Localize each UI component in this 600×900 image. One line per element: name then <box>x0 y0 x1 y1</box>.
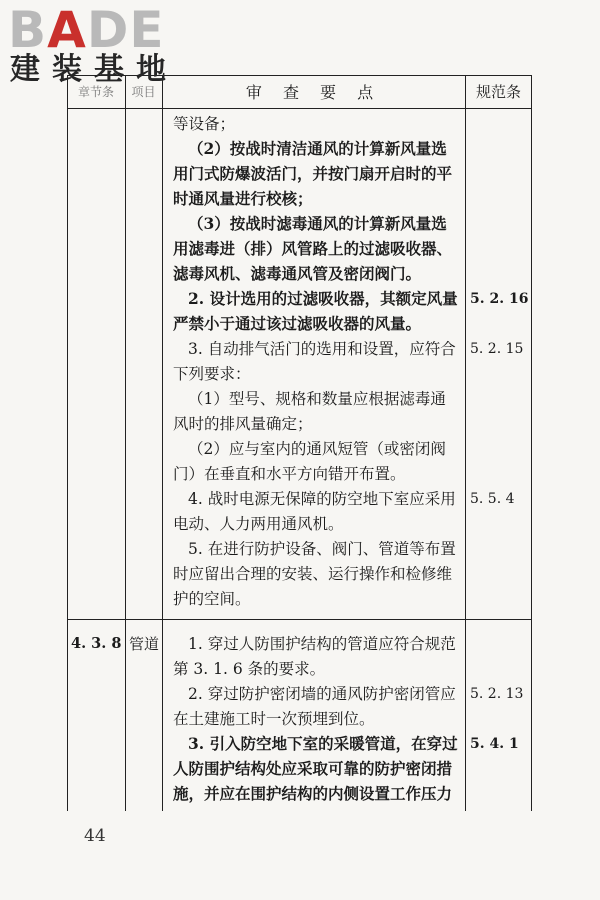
text-line: 第 3. 1. 6 条的要求。 <box>173 660 326 678</box>
bade-logo <box>8 1 178 87</box>
text-line: 等设备； <box>173 115 236 133</box>
section-number: 4. 3. 8 <box>71 635 122 652</box>
text-line: 人防围护结构处应采取可靠的防护密闭措 <box>173 759 453 778</box>
text-line: 严禁小于通过该过滤吸收器的风量。 <box>173 314 422 333</box>
text-line: （3）按战时滤毒通风的计算新风量选 <box>188 214 447 233</box>
page-number: 44 <box>84 826 106 846</box>
spec-ref: 5. 2. 15 <box>470 341 524 357</box>
text-line: 电动、人力两用通风机。 <box>173 515 344 533</box>
logo-wordmark: BADE <box>8 1 165 59</box>
column-divider <box>162 75 163 811</box>
text-line: 时应留出合理的安装、运行操作和检修维 <box>173 565 453 583</box>
text-line: 3. 引入防空地下室的采暖管道，在穿过 <box>188 734 458 753</box>
text-line: 风时的排风量确定； <box>173 415 313 433</box>
text-line: 2. 设计选用的过滤吸收器，其额定风量 <box>188 289 458 308</box>
text-line: （1）型号、规格和数量应根据滤毒通 <box>188 390 446 408</box>
spec-ref: 5. 5. 4 <box>470 491 515 507</box>
column-divider <box>125 75 126 811</box>
header-review-points: 审 查 要 点 <box>245 83 382 102</box>
spec-ref: 5. 2. 13 <box>470 686 524 702</box>
text-line: 在土建施工时一次预埋到位。 <box>173 710 375 728</box>
text-line: 1. 穿过人防围护结构的管道应符合规范 <box>188 635 456 653</box>
text-line: 2. 穿过防护密闭墙的通风防护密闭管应 <box>188 685 456 703</box>
header-spec-clause: 规范条 <box>475 83 521 101</box>
spec-ref: 5. 2. 16 <box>470 291 529 307</box>
spec-ref: 5. 4. 1 <box>470 736 519 752</box>
header-item: 项目 <box>131 85 156 99</box>
logo-chinese-text: 建装基地 <box>10 52 178 87</box>
text-line: 下列要求： <box>173 365 251 383</box>
item-label: 管道 <box>129 635 160 653</box>
text-line: 门）在垂直和水平方向错开布置。 <box>173 465 406 483</box>
text-line: （2）应与室内的通风短管（或密闭阀 <box>188 440 446 458</box>
text-line: 用滤毒进（排）风管路上的过滤吸收器、 <box>173 239 453 258</box>
text-line: 4. 战时电源无保障的防空地下室应采用 <box>188 490 456 508</box>
column-divider <box>465 75 466 811</box>
text-line: 护的空间。 <box>173 590 251 608</box>
row-divider <box>67 619 532 620</box>
text-line: 滤毒风机、滤毒通风管及密闭阀门。 <box>173 264 422 283</box>
header-section: 章节条 <box>77 85 114 99</box>
text-line: 5. 在进行防护设备、阀门、管道等布置 <box>188 540 456 558</box>
text-line: （2）按战时清洁通风的计算新风量选 <box>188 139 447 158</box>
text-line: 施，并应在围护结构的内侧设置工作压力 <box>173 784 453 803</box>
header-divider <box>67 108 532 109</box>
text-line: 用门式防爆波活门，并按门扇开启时的平 <box>173 164 453 183</box>
text-line: 时通风量进行校核； <box>173 189 313 208</box>
text-line: 3. 自动排气活门的选用和设置，应符合 <box>188 340 456 358</box>
